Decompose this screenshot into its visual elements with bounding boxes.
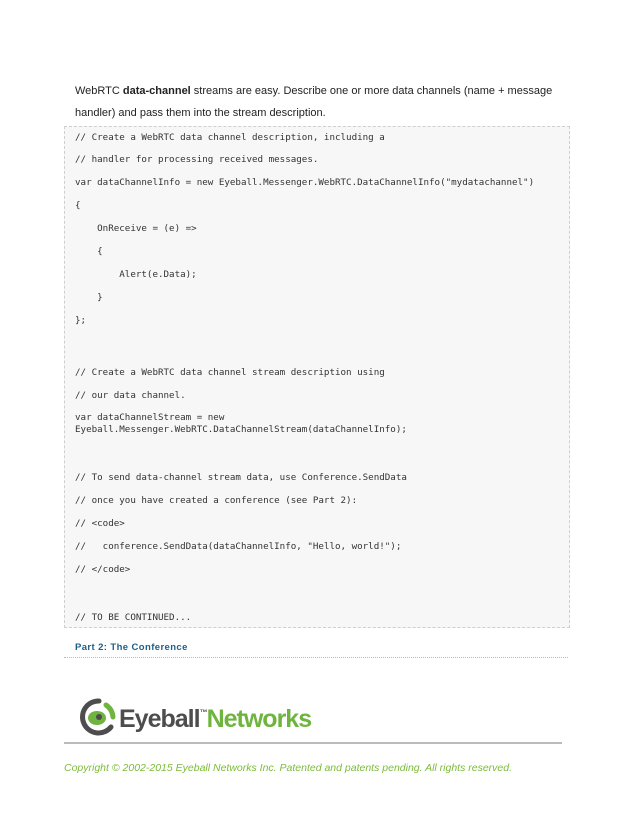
- code-line: var dataChannelStream = new: [75, 412, 225, 423]
- code-line: };: [75, 315, 87, 326]
- section-divider: [64, 657, 568, 658]
- code-line: // handler for processing received messages.: [75, 154, 319, 165]
- eyeball-logo-icon: [83, 701, 113, 733]
- code-line: var dataChannelInfo = new Eyeball.Messenger.WebRTC.DataChannelInfo("mydatachannel"): [75, 177, 535, 188]
- code-line: // To send data-channel stream data, use Conference.SendData: [75, 472, 407, 483]
- footer-divider: [64, 742, 562, 744]
- code-line: // conference.SendData(dataChannelInfo, "Hello, world!");: [75, 541, 402, 552]
- code-line: // once you have created a conference (see Part 2):: [75, 495, 358, 506]
- code-line: // </code>: [75, 564, 131, 575]
- section-heading: Part 2: The Conference: [75, 642, 188, 653]
- logo-word-networks: Networks: [206, 705, 312, 733]
- code-line: {: [75, 246, 103, 257]
- code-line: // TO BE CONTINUED...: [75, 612, 192, 623]
- copyright-footer: Copyright © 2002-2015 Eyeball Networks Inc. Patented and patents pending. All rights reserved.: [64, 762, 513, 774]
- code-line: {: [75, 200, 81, 211]
- code-line: // Create a WebRTC data channel stream description using: [75, 367, 385, 378]
- code-line: Alert(e.Data);: [75, 269, 197, 280]
- logo-wordmark: [119, 705, 311, 733]
- intro-paragraph: [75, 80, 555, 124]
- logo-trademark: ™: [199, 708, 207, 717]
- code-line: // our data channel.: [75, 390, 186, 401]
- code-line: // <code>: [75, 518, 125, 529]
- code-line: }: [75, 292, 103, 303]
- code-line: // Create a WebRTC data channel description, including a: [75, 132, 385, 143]
- intro-rest: streams are easy. Describe one or more data channels (name + message handler) and pass them into the stream description.: [75, 85, 553, 119]
- eyeball-networks-logo: [75, 697, 312, 737]
- logo-word-eyeball: Eyeball: [119, 705, 200, 733]
- intro-bold-term: data-channel: [122, 85, 191, 97]
- code-line: Eyeball.Messenger.WebRTC.DataChannelStream(dataChannelInfo);: [75, 424, 407, 435]
- code-line: OnReceive = (e) =>: [75, 223, 197, 234]
- intro-prefix: WebRTC: [75, 85, 123, 97]
